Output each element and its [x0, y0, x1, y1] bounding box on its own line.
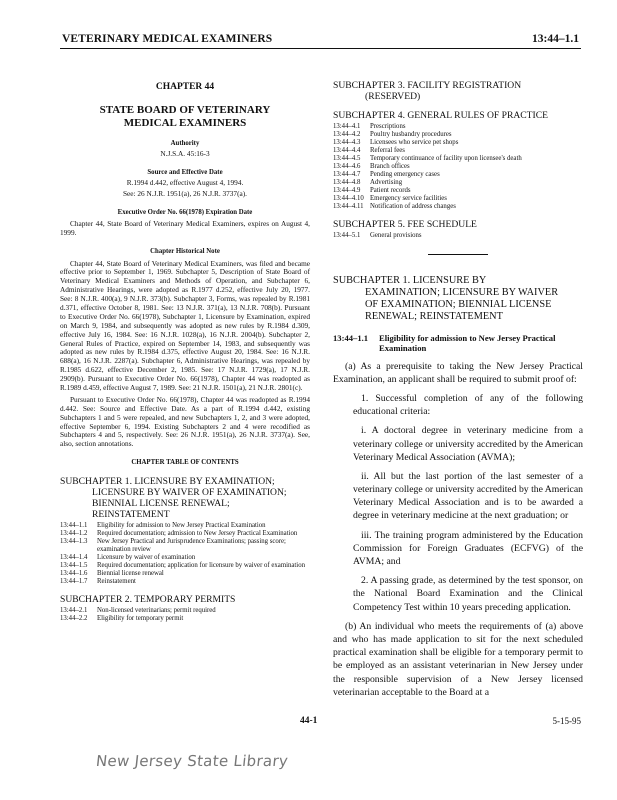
agency-title-line: STATE BOARD OF VETERINARY [99, 103, 271, 116]
toc-entry[interactable] [333, 131, 583, 139]
item-1: 1. Successful completion of any of the following educational criteria: [353, 392, 583, 418]
toc-heading: CHAPTER TABLE OF CONTENTS [131, 459, 239, 467]
toc-section-number: 13:44–1.7 [60, 577, 88, 585]
source-heading: Source and Effective Date [147, 169, 223, 177]
subchapter-line: OF EXAMINATION; BIENNIAL LICENSE [365, 298, 552, 310]
toc-section-number: 13:44–5.1 [333, 232, 361, 240]
toc-section-title: Licensure by waiver of examination [97, 553, 196, 561]
left-column [60, 66, 310, 623]
toc-section-number: 13:44–4.10 [333, 195, 364, 203]
toc-entry[interactable] [333, 187, 583, 195]
toc-subchapter-heading: SUBCHAPTER 2. TEMPORARY PERMITS [60, 593, 236, 605]
toc-entry[interactable] [333, 179, 583, 187]
toc-section-title: Emergency service facilities [370, 195, 447, 203]
right-column [333, 80, 583, 705]
toc-section-number: 13:44–1.5 [60, 561, 88, 569]
toc-entry[interactable] [60, 538, 310, 554]
toc-entry[interactable] [60, 522, 310, 530]
toc-entry[interactable] [333, 171, 583, 179]
toc-entry[interactable] [60, 615, 310, 623]
subchapter-line: BIENNIAL LICENSE RENEWAL; [92, 497, 230, 509]
toc-section-title: Notification of address changes [370, 203, 456, 211]
source-line: R.1994 d.442, effective August 4, 1994. [126, 178, 244, 188]
executive-order-heading: Executive Order No. 66(1978) Expiration Date [117, 209, 253, 217]
paragraph-b: (b) An individual who meets the requirements of (a) above and who has made application to sit for the next scheduled practical examination shall be eligible for a temporary permit to be employed as an assistant veterinarian in New Jersey under the responsible supervision of a New Jersey licensed veterinarian acceptable to the Board at a [333, 620, 583, 698]
toc-subchapter-heading [333, 80, 583, 102]
section-title: Eligibility for admission to New Jersey Practical Examination [379, 332, 556, 354]
section-number: 13:44–1.1 [333, 332, 369, 343]
toc-section-title: Licensees who service pet shops [370, 139, 459, 147]
toc-section-number: 13:44–2.1 [60, 606, 88, 614]
section-divider [428, 254, 488, 255]
toc-section-number: 13:44–2.2 [60, 614, 88, 622]
toc-entry[interactable] [333, 147, 583, 155]
toc-entry[interactable] [60, 554, 310, 562]
toc-subchapter-heading: SUBCHAPTER 5. FEE SCHEDULE [333, 219, 477, 231]
toc-section-number: 13:44–4.8 [333, 179, 361, 187]
item-i: i. A doctoral degree in veterinary medicine from a veterinary college or university accredited by the American Veterinary Medical Association (AVMA); [353, 425, 583, 463]
subchapter-line: RENEWAL; REINSTATEMENT [365, 310, 503, 322]
toc-section-number: 13:44–1.2 [60, 529, 88, 537]
toc-section-number: 13:44–4.6 [333, 163, 361, 171]
toc-section-title: Prescriptions [370, 123, 406, 131]
toc-entry[interactable] [333, 203, 583, 211]
toc-subchapter-heading [60, 476, 310, 520]
toc-section-title: Reinstatement [97, 577, 136, 585]
subchapter-line: SUBCHAPTER 3. FACILITY REGISTRATION [333, 80, 522, 91]
toc-section-number: 13:44–4.11 [333, 203, 364, 211]
supplement-date: 5-15-95 [552, 716, 581, 726]
toc-section-number: 13:44–4.7 [333, 171, 361, 179]
header-section-number: 13:44–1.1 [532, 33, 579, 45]
toc-section-title: Temporary continuance of facility upon licensee's death [370, 155, 522, 163]
toc-section-title: General provisions [370, 232, 422, 240]
toc-entry[interactable] [60, 570, 310, 578]
agency-title-line: MEDICAL EXAMINERS [123, 116, 247, 129]
agency-title [60, 104, 310, 130]
toc-section-title: Eligibility for temporary permit [97, 614, 184, 622]
authority-text: N.J.S.A. 45:16-3 [160, 149, 210, 159]
historical-note-paragraph: Chapter 44, State Board of Veterinary Medical Examiners, was filed and became effective prior to September 1, 1969. Subchapter 5, Description of State Board of Veterinary Medical Examiners and Methods of Operation, and Subchapter 6, Administrative Hearings, were adopted as R.1977 d.252, effective July 20, 1977. See: 8 N.J.R. 400(a), 9 N.J.R. 373(b). Subchapter 3, Forms, was repealed by R.1981 d.371, effective October 8, 1981. See: 13 N.J.R. 371(a), 13 N.J.R. 708(b). Pursuant to Executive Order No. 66(1978), Subchapter 1, Licensure by Examination, expired on March 9, 1984, and subsequently was adopted as new rules by R.1984 d.309, effective July 16, 1984. See: 16 N.J.R. 1028(a), 16 N.J.R. 2004(b). Subchapter 2, General Rules of Practice, expired on September 14, 1983, and subsequently was adopted as new rules by R.1984 d.375, effective August 20, 1984. See: 16 N.J.R. 688(a), 16 N.J.R. 2287(a). Subchapter 6, Administrative Hearings, was repealed by R.1985 d.622, effective December 2, 1985. See: 17 N.J.R. 1729(a), 17 N.J.R. 2909(b). Pursuant to Executive Order No. 66(1978), Chapter 44 was readopted as R.1989 d.459, effective August 7, 1989. See: 21 N.J.R. 1501(a), 21 N.J.R. 2801(c). [60, 258, 310, 392]
section-heading [333, 333, 583, 354]
toc-section-title: Required documentation; application for licensure by waiver of examination [97, 561, 305, 569]
source-line: See: 26 N.J.R. 1951(a), 26 N.J.R. 3737(a). [122, 189, 248, 199]
subchapter-line: SUBCHAPTER 1. LICENSURE BY [333, 275, 487, 287]
toc-section-number: 13:44–4.4 [333, 147, 361, 155]
toc-section-title: Required documentation; admission to New Jersey Practical Examination [97, 529, 298, 537]
authority-heading: Authority [170, 139, 200, 147]
historical-note-paragraph: Pursuant to Executive Order No. 66(1978), Chapter 44 was readopted as R.1994 d.442. See: Source and Effective Date. As a part of R.1994 d.442, existing Subchapters 1 and 5 were repealed, and new Subchapters 1, 2, and 3 were adopted, effective September 6, 1994. Existing Subchapters 2 and 4 were recodified as Subchapters 4 and 5, respectively. See: 26 N.J.R. 1951(a), 26 N.J.R. 3737(a). See, also, section annotations. [60, 394, 310, 449]
historical-note-heading: Chapter Historical Note [150, 248, 220, 256]
toc-section-number: 13:44–4.9 [333, 187, 361, 195]
subchapter-line: REINSTATEMENT [92, 508, 170, 520]
toc-entry[interactable] [333, 232, 583, 240]
toc-section-number: 13:44–1.1 [60, 521, 88, 529]
toc-entry[interactable] [333, 139, 583, 147]
toc-entry[interactable] [60, 562, 310, 570]
chapter-number: CHAPTER 44 [155, 82, 215, 92]
subchapter-line: LICENSURE BY WAIVER OF EXAMINATION; [92, 486, 287, 498]
toc-section-title: Eligibility for admission to New Jersey Practical Examination [97, 521, 266, 529]
toc-section-title: New Jersey Practical and Jurisprudence Examinations; passing score; examination review [97, 537, 286, 553]
toc-section-title: Pending emergency cases [370, 171, 440, 179]
toc-section-number: 13:44–4.5 [333, 155, 361, 163]
toc-entry[interactable] [333, 195, 583, 203]
item-iii: iii. The training program administered by the Education Commission for Foreign Graduates (ECFVG) of the AVMA; and [353, 529, 583, 568]
toc-entry[interactable] [333, 155, 583, 163]
toc-section-number: 13:44–4.2 [333, 131, 361, 139]
running-header [60, 32, 581, 49]
header-title: VETERINARY MEDICAL EXAMINERS [62, 33, 273, 45]
item-2: 2. A passing grade, as determined by the test sponsor, on the National Board Examination and the Clinical Competency Test within 10 years preceding application. [353, 575, 583, 613]
toc-section-title: Biennial license renewal [97, 569, 164, 577]
subchapter-title [333, 275, 583, 322]
toc-entry[interactable] [60, 578, 310, 586]
toc-section-number: 13:44–1.3 [60, 537, 88, 545]
toc-section-number: 13:44–4.1 [333, 123, 361, 131]
subchapter-line: SUBCHAPTER 1. LICENSURE BY EXAMINATION; [60, 475, 275, 487]
toc-section-number: 13:44–1.6 [60, 569, 88, 577]
paragraph-a: (a) As a prerequisite to taking the New Jersey Practical Examination, an applicant shall be required to submit proof of: [333, 360, 583, 385]
toc-entry[interactable] [60, 607, 310, 615]
toc-subchapter-heading: SUBCHAPTER 4. GENERAL RULES OF PRACTICE [333, 110, 548, 122]
executive-order-text: Chapter 44, State Board of Veterinary Medical Examiners, expires on August 4, 1999. [60, 219, 310, 238]
toc-entry[interactable] [333, 163, 583, 171]
toc-section-number: 13:44–4.3 [333, 139, 361, 147]
page-number: 44-1 [300, 716, 318, 726]
toc-section-title: Poultry husbandry procedures [370, 131, 452, 139]
toc-section-title: Referral fees [370, 147, 405, 155]
item-ii: ii. All but the last portion of the last semester of a veterinary college or university accredited by the American Veterinary Medical Association and is to be awarded a degree in veterinary medicine at the next graduation; or [353, 470, 583, 522]
toc-section-title: Branch offices [370, 163, 410, 171]
toc-section-title: Patient records [370, 187, 411, 195]
library-stamp: New Jersey State Library [95, 752, 290, 770]
toc-section-title: Non-licensed veterinarians; permit required [97, 606, 216, 614]
toc-entry[interactable] [60, 530, 310, 538]
toc-section-number: 13:44–1.4 [60, 553, 88, 561]
toc-entry[interactable] [333, 123, 583, 131]
subchapter-line: EXAMINATION; LICENSURE BY WAIVER [365, 287, 559, 299]
subchapter-line: (RESERVED) [365, 91, 421, 103]
toc-section-title: Advertising [370, 179, 403, 187]
